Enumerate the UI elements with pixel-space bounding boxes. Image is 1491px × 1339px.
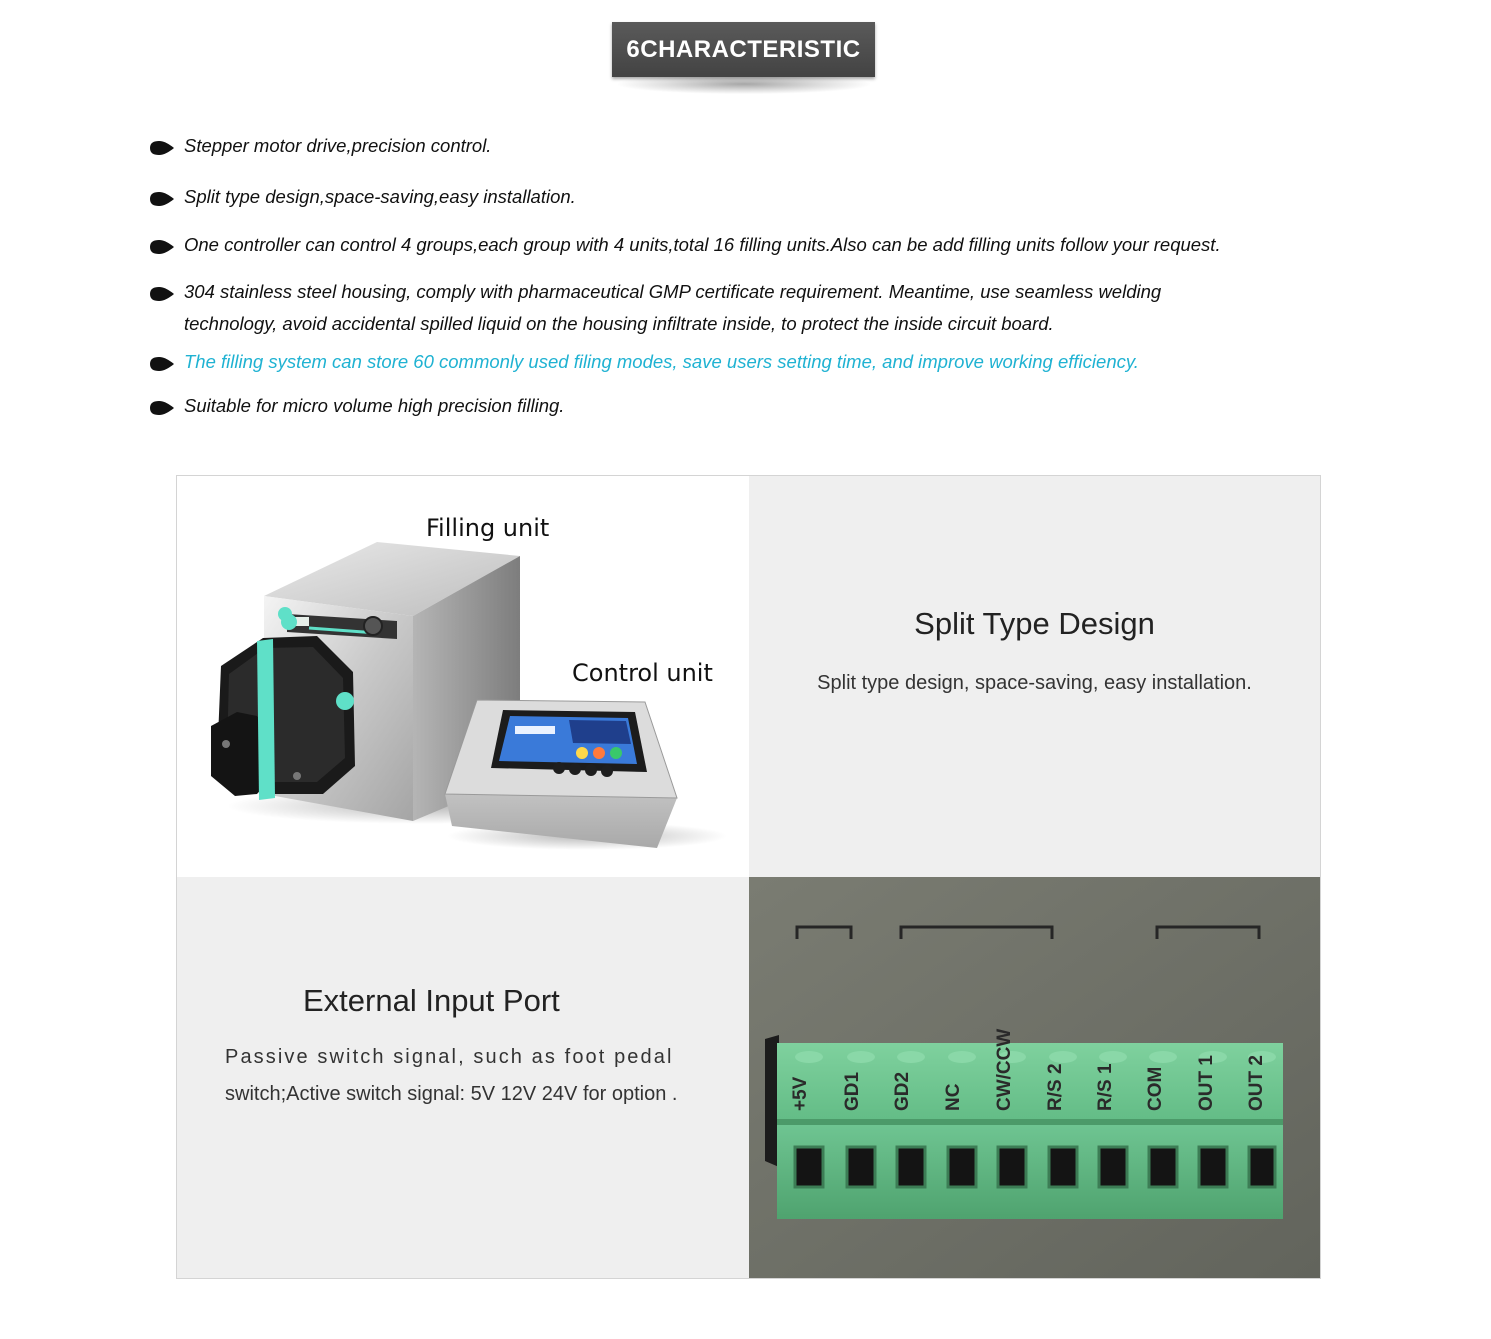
bullet-icon (150, 192, 174, 206)
bullet-icon (150, 141, 174, 155)
control-unit-label: Control unit (572, 659, 713, 687)
feature-text: Suitable for micro volume high precision filling. (184, 395, 565, 416)
filling-unit-label: Filling unit (426, 514, 550, 542)
external-input-line-1: Passive switch signal, such as foot pedal (225, 1046, 674, 1068)
section-header (612, 22, 875, 96)
terminal-label: OUT 2 (1246, 1055, 1267, 1111)
bullet-icon (150, 401, 174, 415)
terminal-label: COM (1145, 1066, 1166, 1111)
feature-text-line-2: technology, avoid accidental spilled liquid on the housing infiltrate inside, to protect the inside circuit board. (184, 313, 1054, 334)
feature-item (150, 396, 564, 422)
product-image-panel (177, 476, 749, 877)
split-design-title: Split Type Design (914, 606, 1155, 641)
external-input-description (225, 1039, 725, 1113)
feature-item (150, 136, 491, 162)
feature-text: One controller can control 4 groups,each group with 4 units,total 16 filling units.Also can be add filling units follow your request. (184, 234, 1221, 255)
terminal-label: GD2 (892, 1071, 913, 1111)
terminal-labels (749, 877, 1320, 1278)
header-shadow (618, 74, 870, 94)
feature-text: Stepper motor drive,precision control. (184, 135, 492, 156)
feature-item (150, 282, 1161, 340)
terminal-label: +5V (790, 1076, 811, 1111)
bullet-icon (150, 240, 174, 254)
bullet-icon (150, 287, 174, 301)
split-design-panel (749, 476, 1320, 877)
feature-item (150, 187, 576, 213)
pump-illustration (177, 476, 749, 877)
feature-text: Split type design,space-saving,easy installation. (184, 186, 576, 207)
feature-text: The filling system can store 60 commonly used filing modes, save users setting time, and improve working efficiency. (184, 351, 1139, 372)
feature-text (184, 276, 1161, 340)
external-input-title: External Input Port (303, 983, 560, 1018)
bullet-icon (150, 357, 174, 371)
external-input-panel (177, 877, 749, 1278)
section-title: 6CHARACTERISTIC (612, 22, 875, 77)
terminal-label: CW/CCW (994, 1028, 1015, 1111)
terminal-label: NC (943, 1083, 964, 1111)
feature-text-line-1: 304 stainless steel housing, comply with pharmaceutical GMP certificate requirement. Meantime, use seamless welding (184, 281, 1162, 302)
feature-item (150, 235, 1221, 261)
split-design-description: Split type design, space-saving, easy installation. (817, 672, 1252, 694)
terminal-block-panel (749, 877, 1320, 1278)
external-input-line-2: switch;Active switch signal: 5V 12V 24V for option . (225, 1083, 678, 1105)
feature-panels (176, 475, 1321, 1279)
feature-item-highlighted (150, 352, 1139, 378)
terminal-label: GD1 (842, 1071, 863, 1111)
terminal-label: R/S 2 (1045, 1063, 1066, 1111)
terminal-label: OUT 1 (1196, 1055, 1217, 1111)
terminal-label: R/S 1 (1095, 1063, 1116, 1111)
